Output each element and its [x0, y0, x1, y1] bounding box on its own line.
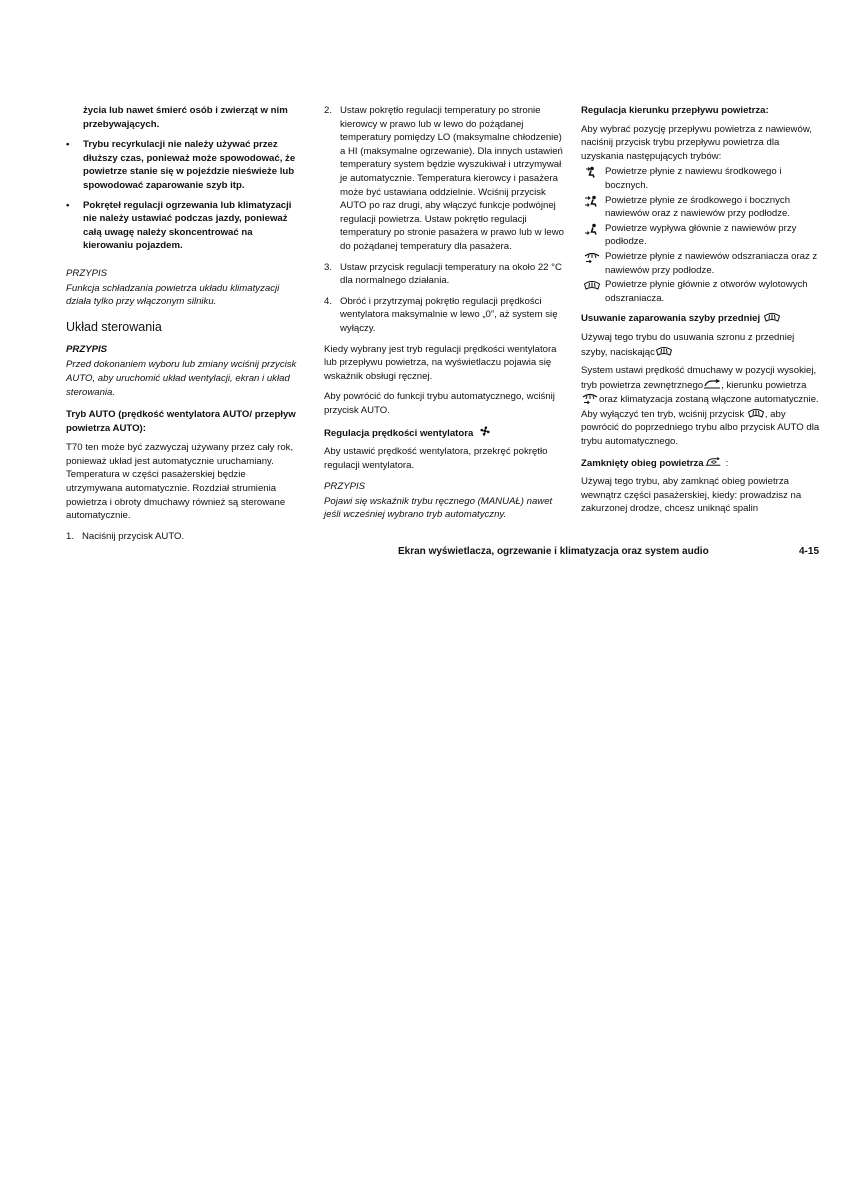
- step-item: [66, 530, 304, 544]
- step-text: Ustaw przycisk regulacji temperatury na około 22 °C dla normalnego działania.: [340, 261, 562, 287]
- step-number: 3.: [324, 261, 333, 273]
- airflow-heading: Regulacja kierunku przepływu powietrza:: [581, 105, 769, 116]
- step-text: Obróć i przytrzymaj pokrętło regulacji prędkości wentylatora maksymalnie w lewo „0”, aż system się wyłączy.: [340, 295, 558, 334]
- airflow-mode-item: [581, 222, 822, 249]
- page-number: 4-15: [799, 546, 820, 557]
- outside-air-icon: [703, 378, 721, 390]
- defog-text-label: Używaj tego trybu do usuwania szronu z przedniej szyby, naciskając: [581, 331, 795, 358]
- section-title: Układ sterowania: [66, 319, 162, 334]
- step-text: Naciśnij przycisk AUTO.: [82, 530, 185, 542]
- defog-heading: [581, 311, 822, 326]
- warning-bullet: • Pokręteł regulacji ogrzewania lub klimatyzacji nie należy ustawiać podczas jazdy, ponieważ całą uwagę należy skoncentrować na kierowaniu pojazdem.: [66, 199, 304, 253]
- recirculation-icon: [704, 456, 726, 468]
- note-text: Przed dokonaniem wyboru lub zmiany wciśnij przycisk AUTO, aby uruchomić układ wentylacji, ekran i układ sterowania.: [66, 359, 297, 398]
- airflow-mode-text: Powietrze wypływa głównie z nawiewów przy podłodze.: [605, 222, 797, 248]
- note-text: Pojawi się wskaźnik trybu ręcznego (MANUAŁ) nawet jeśli wcześniej wybrano tryb automatyczny.: [324, 495, 553, 521]
- defog-system-part: , aby powrócić do poprzedniego trybu albo przycisk AUTO dla trybu automatycznego.: [581, 408, 820, 448]
- defog-heading-label: Usuwanie zaparowania szyby przedniej: [581, 313, 761, 325]
- auto-mode-text: T70 ten może być zazwyczaj używany przez cały rok, ponieważ układ jest automatycznie uruchamiany. Temperatura w części pasażerskiej będzie utrzymywana automatycznie. Rozdział strumienia powietrza i obroty dmuchawy również są sterowane automatycznie.: [66, 442, 294, 522]
- fan-speed-text: Aby ustawić prędkość wentylatora, przekręć pokrętło regulacji wentylatora.: [324, 446, 548, 471]
- step-number: 4.: [324, 295, 333, 307]
- note-label: PRZYPIS: [66, 267, 108, 279]
- airflow-mode-item: [581, 165, 822, 192]
- column-left: [66, 104, 304, 550]
- airflow-modes: [581, 165, 822, 305]
- step-item: [324, 295, 564, 336]
- defrost-icon: [763, 311, 781, 323]
- airflow-mode-item: [581, 250, 822, 277]
- airflow-mode-text: Powietrze płynie z nawiewu środkowego i bocznych.: [605, 166, 782, 191]
- defrost-icon: [655, 345, 673, 357]
- recirculation-colon: :: [725, 457, 729, 469]
- fan-speed-heading-label: Regulacja prędkości wentylatora: [324, 428, 474, 440]
- step-number: 2.: [324, 105, 333, 116]
- defog-system-part: System ustawi prędkość dmuchawy w pozycji wysokiej, tryb powietrza zewnętrznego: [581, 365, 817, 391]
- warning-tail: życia lub nawet śmierć osób i zwierząt w nim przebywających.: [83, 105, 288, 130]
- vent-floor-defrost-icon: [581, 392, 599, 404]
- note-text: Funkcja schładzania powietrza układu klimatyzacji działa tylko przy włączonym silniku.: [66, 282, 280, 308]
- airflow-mode-text: Powietrze płynie ze środkowego i bocznych nawiewów oraz z nawiewów przy podłodze.: [605, 194, 791, 220]
- defog-system-part: oraz klimatyzacja zostaną włączone automatycznie. Aby wyłączyć ten tryb, wciśnij przycisk: [581, 394, 819, 420]
- defrost-icon: [747, 407, 765, 419]
- vent-face-icon: [583, 166, 601, 178]
- steps-list: [66, 530, 304, 544]
- airflow-intro: Aby wybrać pozycję przepływu powietrza z nawiewów, naciśnij przycisk trybu przepływu powietrza dla uzyskania następujących trybów:: [581, 123, 812, 162]
- defog-text: [581, 331, 822, 359]
- step-number: 1.: [66, 530, 75, 542]
- column-right: [581, 104, 822, 523]
- step-text: Ustaw pokrętło regulacji temperatury po stronie kierowcy w prawo lub w lewo do pożądanej temperatury pomiędzy LO (maksymalne chłodzenie) a HI (maksymalne ogrzewanie). Dla innych ustawień temperatury system będzie wyszukiwał i utrzymywał je automatycznie. Temperatura kierowcy i pasażera może być ustawiana oddzielnie. Wciśnij przycisk AUTO po raz drugi, aby włączyć funkcje podwójnej regulacji powietrza. Ustaw pokrętło regulacji temperatury po stronie pasażera w prawo lub w lewo do pożądanej temperatury dla pasażera.: [340, 105, 564, 252]
- warning-bullet: • Trybu recyrkulacji nie należy używać przez dłuższy czas, ponieważ może spowodować, że powietrze stanie się w pojeździe nieświeże lub spowodować zaparowanie szyb itp.: [66, 138, 304, 192]
- airflow-mode-item: [581, 194, 822, 221]
- step-item: [324, 104, 564, 254]
- defog-system-text: [581, 364, 822, 449]
- return-auto-text: Aby powrócić do funkcji trybu automatycznego, wciśnij przycisk AUTO.: [324, 391, 555, 416]
- airflow-mode-item: [581, 278, 822, 305]
- auto-mode-heading: Tryb AUTO (prędkość wentylatora AUTO/ przepływ powietrza AUTO):: [66, 409, 296, 434]
- steps-list: [324, 104, 564, 336]
- step-item: [324, 261, 564, 288]
- recirculation-heading: [581, 456, 822, 471]
- manual-indicator-text: Kiedy wybrany jest tryb regulacji prędkości wentylatora lub przepływu powietrza, na wyświetlaczu pojawia się wskaźnik obsługi ręcznej.: [324, 343, 557, 382]
- airflow-mode-text: Powietrze płynie z nawiewów odszraniacza oraz z nawiewów przy podłodze.: [605, 250, 818, 276]
- vent-floor-icon: [583, 223, 601, 235]
- airflow-mode-text: Powietrze płynie głównie z otworów wylotowych odszraniacza.: [605, 279, 808, 304]
- warning-bullets: [66, 138, 304, 253]
- column-middle: [324, 104, 564, 529]
- recirculation-text: Używaj tego trybu, aby zamknąć obieg powietrza wewnątrz części pasażerskiej, kiedy: prowadzisz na zakurzonej drodze, chcesz uniknąć spalin: [581, 476, 802, 515]
- recirculation-heading-label: Zamknięty obieg powietrza: [581, 457, 704, 469]
- fan-icon: [476, 425, 490, 439]
- vent-bilevel-icon: [583, 195, 601, 207]
- defrost-icon: [583, 279, 601, 291]
- note-label: PRZYPIS: [66, 343, 108, 355]
- note-label: PRZYPIS: [324, 481, 366, 493]
- fan-speed-heading: [324, 425, 564, 441]
- defog-system-part: , kierunku powietrza: [721, 379, 807, 391]
- vent-floor-defrost-icon: [583, 251, 601, 263]
- footer-chapter-title: Ekran wyświetlacza, ogrzewanie i klimatyzacja oraz system audio: [398, 546, 709, 557]
